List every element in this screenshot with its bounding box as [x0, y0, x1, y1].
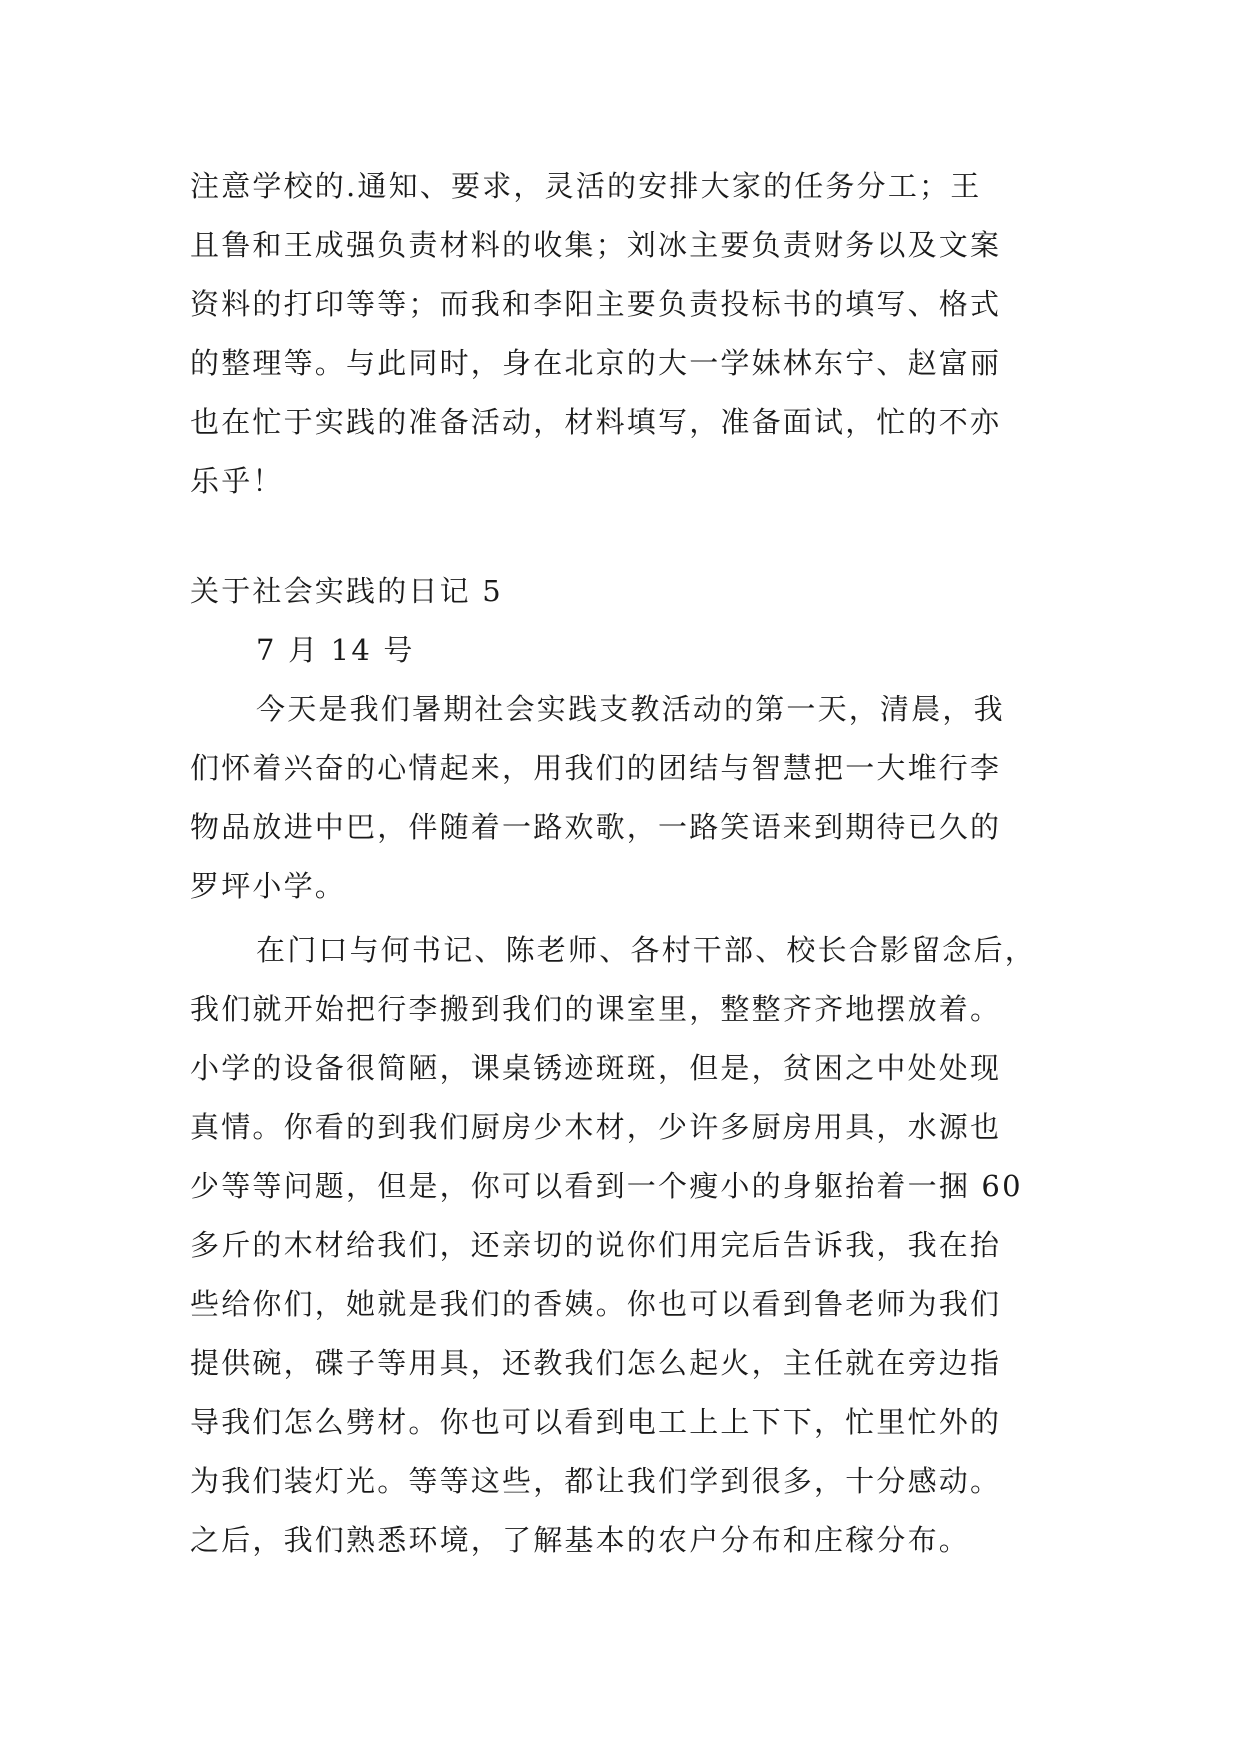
paragraph-line: 提供碗，碟子等用具，还教我们怎么起火，主任就在旁边指 — [190, 1346, 1002, 1380]
paragraph-line: 小学的设备很简陋，课桌锈迹斑斑，但是，贫困之中处处现 — [190, 1051, 1002, 1085]
paragraph-line: 的整理等。与此同时，身在北京的大一学妹林东宁、赵富丽 — [190, 346, 1002, 380]
paragraph-line: 注意学校的.通知、要求，灵活的安排大家的任务分工；王 — [190, 169, 982, 203]
paragraph-line: 罗坪小学。 — [190, 869, 347, 903]
paragraph-line: 在门口与何书记、陈老师、各村干部、校长合影留念后， — [256, 933, 1037, 967]
paragraph-line: 少等等问题，但是，你可以看到一个瘦小的身躯抬着一捆 60 — [190, 1169, 1023, 1203]
paragraph-line: 资料的打印等等；而我和李阳主要负责投标书的填写、格式 — [190, 287, 1002, 321]
paragraph-line: 也在忙于实践的准备活动，材料填写，准备面试，忙的不亦 — [190, 405, 1002, 439]
diary-date: 7 月 14 号 — [256, 633, 415, 667]
paragraph-line: 些给你们，她就是我们的香姨。你也可以看到鲁老师为我们 — [190, 1287, 1002, 1321]
paragraph-line: 之后，我们熟悉环境，了解基本的农户分布和庄稼分布。 — [190, 1523, 971, 1557]
paragraph-line: 我们就开始把行李搬到我们的课室里，整整齐齐地摆放着。 — [190, 992, 1002, 1026]
paragraph-line: 物品放进中巴，伴随着一路欢歌，一路笑语来到期待已久的 — [190, 810, 1002, 844]
paragraph-line: 导我们怎么劈材。你也可以看到电工上上下下，忙里忙外的 — [190, 1405, 1002, 1439]
paragraph-line: 为我们装灯光。等等这些，都让我们学到很多，十分感动。 — [190, 1464, 1002, 1498]
section-title: 关于社会实践的日记 5 — [190, 574, 503, 608]
paragraph-line: 且鲁和王成强负责材料的收集；刘冰主要负责财务以及文案 — [190, 228, 1002, 262]
paragraph-line: 今天是我们暑期社会实践支教活动的第一天，清晨，我 — [256, 692, 1005, 726]
paragraph-line: 真情。你看的到我们厨房少木材，少许多厨房用具，水源也 — [190, 1110, 1002, 1144]
paragraph-line: 多斤的木材给我们，还亲切的说你们用完后告诉我，我在抬 — [190, 1228, 1002, 1262]
paragraph-line: 们怀着兴奋的心情起来，用我们的团结与智慧把一大堆行李 — [190, 751, 1002, 785]
paragraph-line: 乐乎！ — [190, 464, 284, 498]
